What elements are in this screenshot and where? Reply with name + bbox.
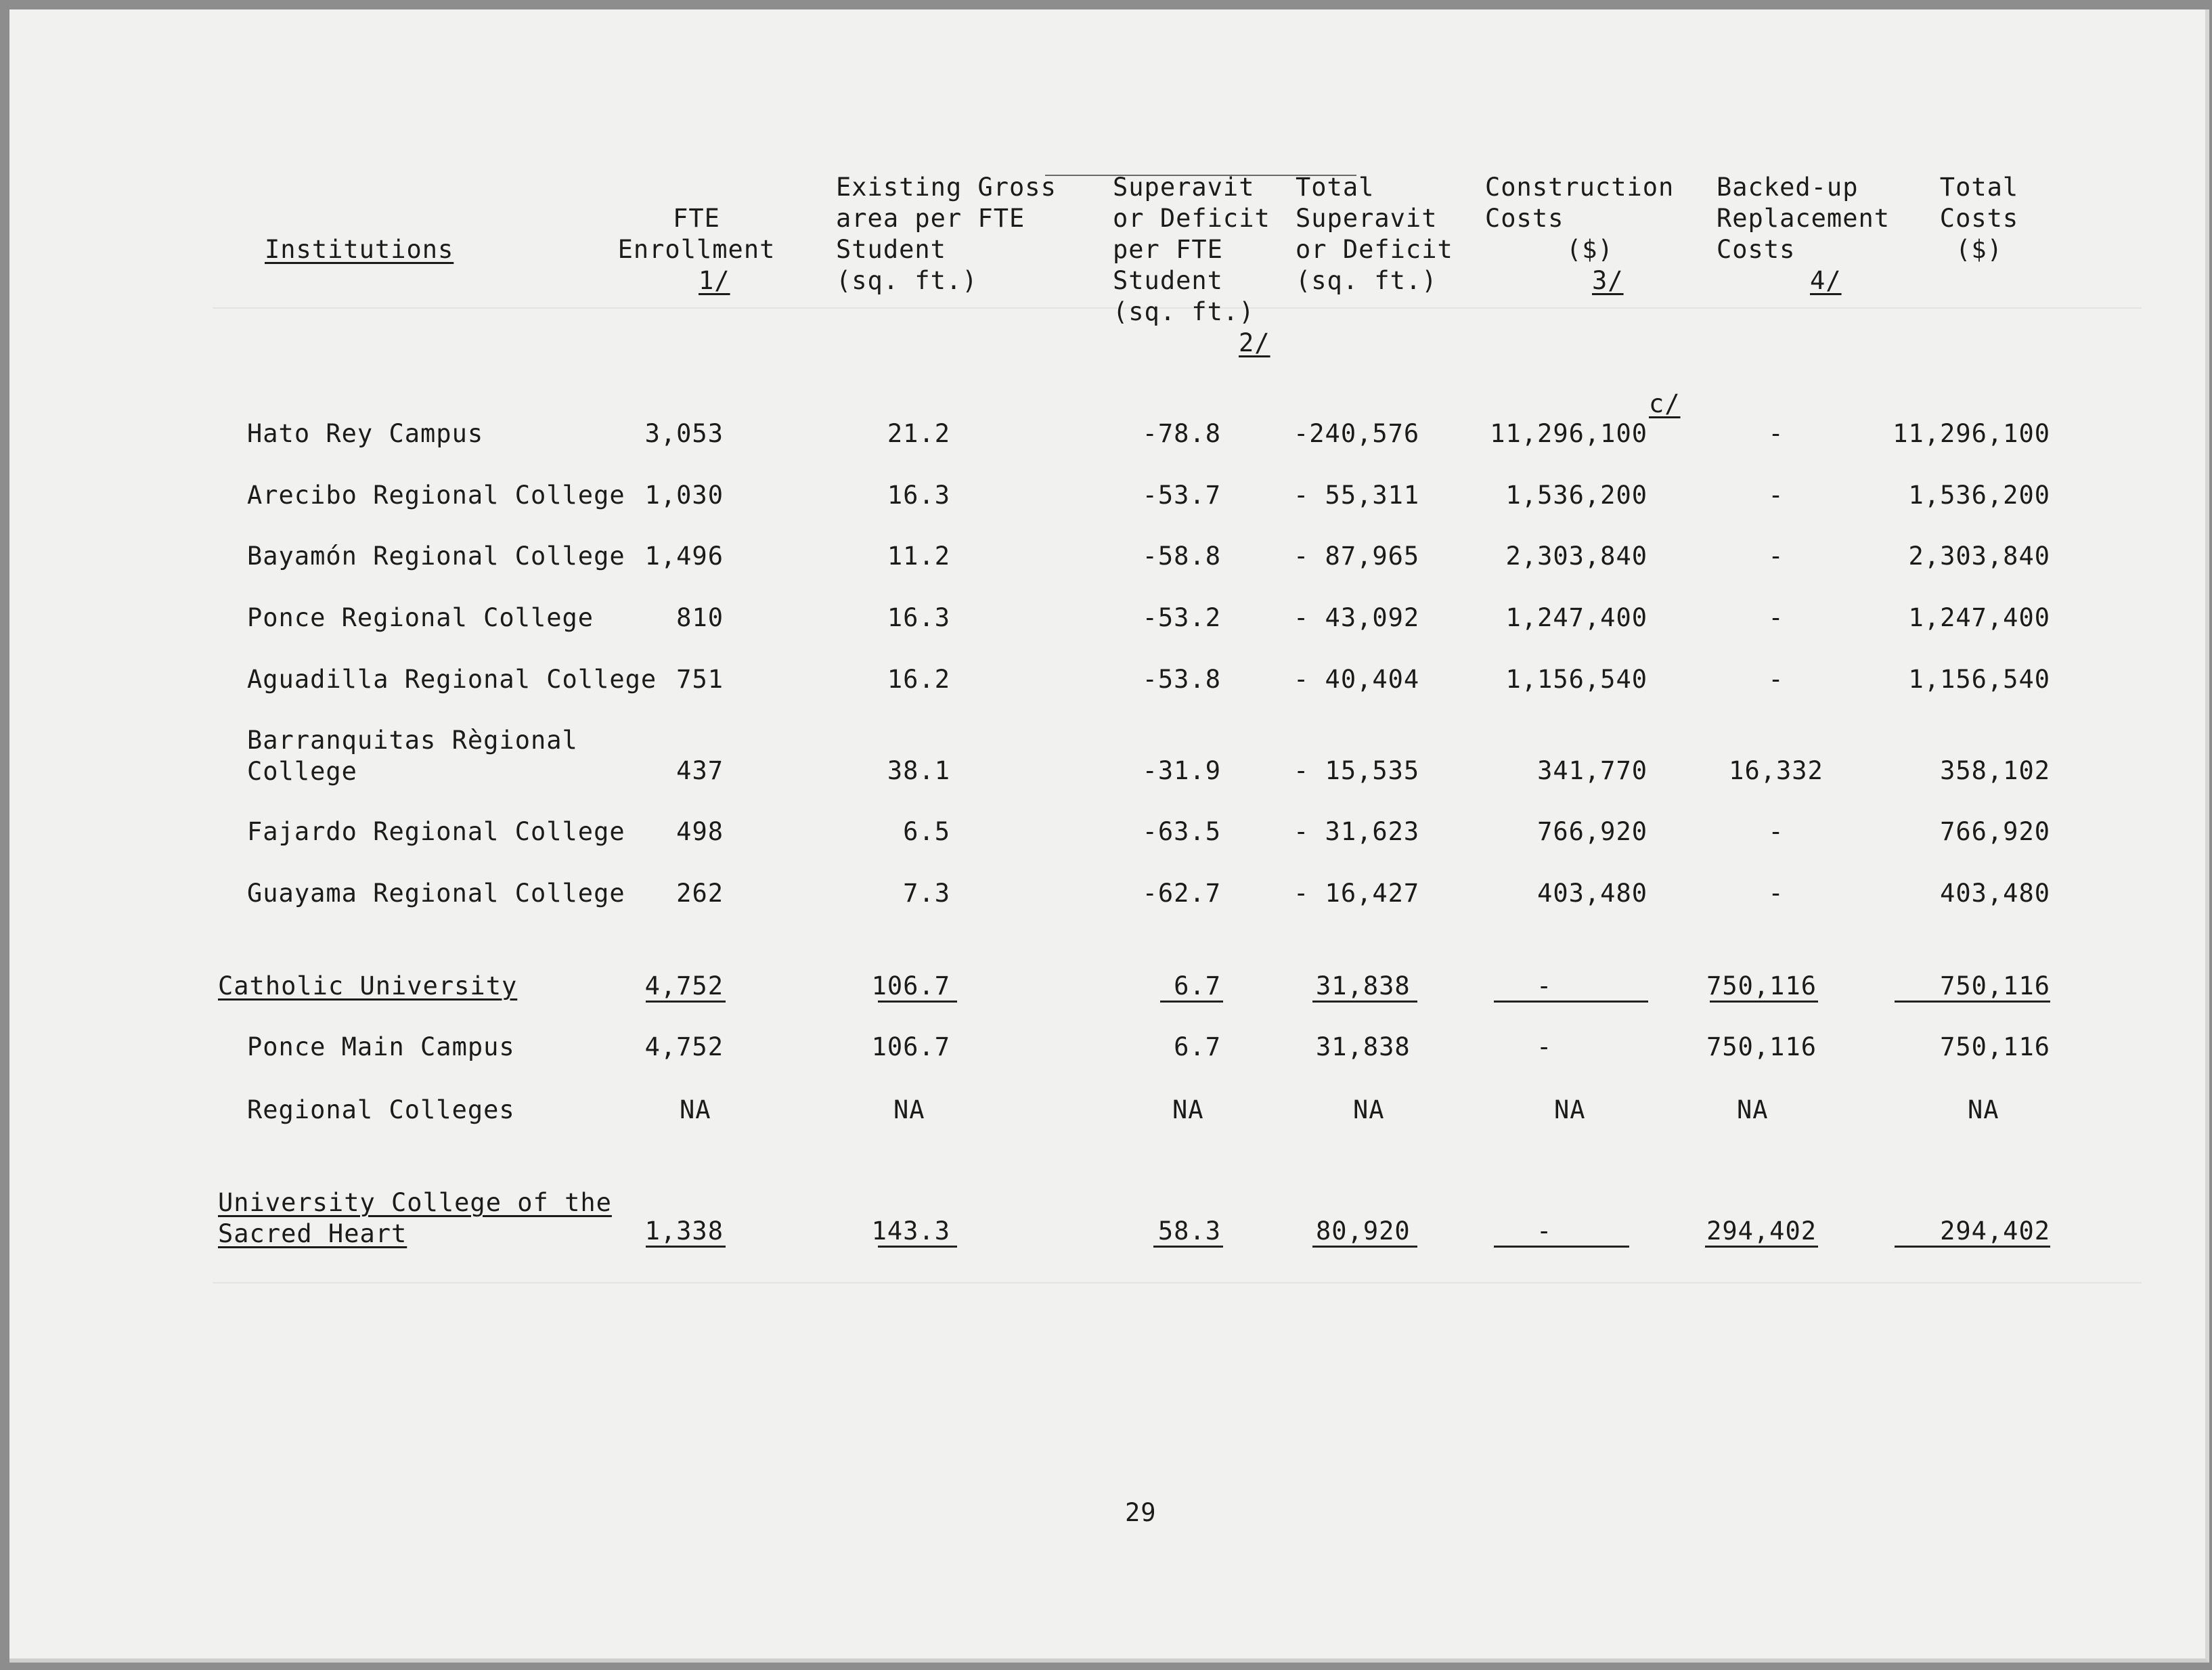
cell-backed-up-costs: - <box>1768 665 1784 694</box>
cell-total-costs: 1,536,200 <box>1908 481 2050 510</box>
underline-fte <box>646 1246 726 1248</box>
header-backed-up-costs: Backed-up Replacement Costs <box>1717 173 1890 264</box>
cell-backed-up-costs: 750,116 <box>1706 1032 1817 1061</box>
cell-total-superavit: 31,838 <box>1316 1032 1411 1061</box>
header-existing-area: Existing Gross area per FTE Student (sq. ft.) <box>836 173 1057 295</box>
row-institution: Hato Rey Campus <box>247 419 484 448</box>
cell-superavit-per-fte: NA <box>1172 1095 1204 1124</box>
underline-fte <box>646 1001 726 1003</box>
cell-total-costs: 1,156,540 <box>1908 665 2050 694</box>
cell-superavit-per-fte: -63.5 <box>1142 817 1221 846</box>
header-institutions: Institutions <box>265 235 454 264</box>
header-superavit-footnote: 2/ <box>1239 328 1270 357</box>
row-institution: Bayamón Regional College <box>247 542 625 571</box>
cell-construction-costs: 1,536,200 <box>1505 481 1647 510</box>
cell-backed-up-costs: - <box>1768 879 1784 908</box>
cell-superavit-per-fte: -31.9 <box>1142 756 1221 785</box>
header-total-superavit: Total Superavit or Deficit (sq. ft.) <box>1296 173 1453 295</box>
row-institution: Ponce Regional College <box>247 603 594 632</box>
cell-fte-enrollment: 3,053 <box>644 419 724 448</box>
cell-backed-up-costs: - <box>1768 419 1784 448</box>
cell-backed-up-costs: 294,402 <box>1706 1216 1817 1246</box>
cell-fte-enrollment: 1,030 <box>644 481 724 510</box>
cell-total-superavit: - 16,427 <box>1293 879 1420 908</box>
row-institution: Barranquitas Règional College <box>247 726 578 786</box>
cell-total-superavit: - 15,535 <box>1293 756 1420 785</box>
cell-fte-enrollment: 498 <box>676 817 724 846</box>
cell-existing-area: 106.7 <box>871 971 950 1001</box>
row-institution: Aguadilla Regional College <box>247 665 657 694</box>
cell-superavit-per-fte: 6.7 <box>1174 1032 1221 1061</box>
cell-fte-enrollment: NA <box>680 1095 711 1124</box>
header-construction-footnote: 3/ <box>1592 266 1624 295</box>
cell-fte-enrollment: 437 <box>676 756 724 785</box>
underline-area <box>878 1246 957 1248</box>
cell-backed-up-costs: - <box>1768 481 1784 510</box>
cell-backed-up-costs: - <box>1768 817 1784 846</box>
cell-existing-area: 6.5 <box>903 817 950 846</box>
cell-existing-area: 16.2 <box>887 665 950 694</box>
cell-superavit-per-fte: 58.3 <box>1157 1216 1221 1246</box>
cell-construction-costs: 403,480 <box>1537 879 1647 908</box>
cell-total-superavit: 80,920 <box>1316 1216 1411 1246</box>
cell-existing-area: NA <box>893 1095 925 1124</box>
cell-superavit-per-fte: -58.8 <box>1142 542 1221 571</box>
row-institution: University College of the Sacred Heart <box>218 1188 612 1248</box>
cell-existing-area: 38.1 <box>887 756 950 785</box>
cell-total-superavit: -240,576 <box>1293 419 1420 448</box>
cell-total-superavit: - 55,311 <box>1293 481 1420 510</box>
page-number: 29 <box>1125 1498 1157 1527</box>
cell-total-costs: 2,303,840 <box>1908 542 2050 571</box>
cell-fte-enrollment: 1,338 <box>644 1216 724 1246</box>
cell-existing-area: 16.3 <box>887 603 950 632</box>
cell-total-superavit: NA <box>1353 1095 1385 1124</box>
cell-backed-up-costs: - <box>1768 603 1784 632</box>
cell-construction-costs: NA <box>1554 1095 1586 1124</box>
cell-backed-up-costs: 750,116 <box>1706 971 1817 1001</box>
header-total-costs: Total Costs <box>1939 173 2019 233</box>
cell-construction-costs: 766,920 <box>1537 817 1647 846</box>
header-construction-unit: ($) <box>1566 235 1614 264</box>
underline-backed <box>1710 1001 1818 1003</box>
cell-construction-costs: 11,296,100 <box>1490 419 1647 448</box>
cell-fte-enrollment: 4,752 <box>644 1032 724 1061</box>
bleed-through-line <box>213 1282 2142 1283</box>
row-institution: Catholic University <box>218 971 518 1001</box>
cell-construction-costs: - <box>1536 1032 1553 1061</box>
cell-backed-up-costs: NA <box>1737 1095 1769 1124</box>
underline-backed <box>1705 1246 1818 1248</box>
header-construction-costs: Construction Costs <box>1485 173 1675 233</box>
row-institution: Ponce Main Campus <box>247 1032 515 1061</box>
underline-construction <box>1494 1246 1629 1248</box>
cell-total-costs: 1,247,400 <box>1908 603 2050 632</box>
cell-superavit-per-fte: -53.8 <box>1142 665 1221 694</box>
cell-fte-enrollment: 262 <box>676 879 724 908</box>
cell-construction-costs: 2,303,840 <box>1505 542 1647 571</box>
row-institution: Guayama Regional College <box>247 879 625 908</box>
cell-total-costs: 403,480 <box>1940 879 2050 908</box>
cell-existing-area: 143.3 <box>871 1216 950 1246</box>
cell-total-costs: 11,296,100 <box>1893 419 2050 448</box>
cell-fte-enrollment: 1,496 <box>644 542 724 571</box>
header-superavit-per-fte: Superavit or Deficit per FTE Student (sq. ft.) <box>1113 173 1270 326</box>
cell-construction-costs: - <box>1536 971 1553 1001</box>
document-page <box>9 9 2209 1663</box>
cell-total-superavit: - 31,623 <box>1293 817 1420 846</box>
cell-superavit-per-fte: -78.8 <box>1142 419 1221 448</box>
cell-superavit-per-fte: 6.7 <box>1174 971 1221 1001</box>
cell-construction-costs: 1,247,400 <box>1505 603 1647 632</box>
cell-total-superavit: - 87,965 <box>1293 542 1420 571</box>
cell-existing-area: 11.2 <box>887 542 950 571</box>
cell-construction-costs: 1,156,540 <box>1505 665 1647 694</box>
cell-total-costs: 358,102 <box>1940 756 2050 785</box>
row-institution: Arecibo Regional College <box>247 481 625 510</box>
header-fte-footnote: 1/ <box>699 266 730 295</box>
underline-construction <box>1494 1001 1648 1003</box>
cell-total-costs: 294,402 <box>1940 1216 2050 1246</box>
cell-total-costs: 750,116 <box>1940 1032 2050 1061</box>
cell-total-superavit: - 40,404 <box>1293 665 1420 694</box>
cell-total-costs: 766,920 <box>1940 817 2050 846</box>
cell-fte-enrollment: 4,752 <box>644 971 724 1001</box>
underline-total-costs <box>1895 1246 2050 1248</box>
underline-per <box>1160 1001 1223 1003</box>
cell-backed-up-costs: - <box>1768 542 1784 571</box>
underline-per <box>1153 1246 1223 1248</box>
cell-total-costs: NA <box>1968 1095 1999 1124</box>
cell-superavit-per-fte: -53.2 <box>1142 603 1221 632</box>
cell-existing-area: 21.2 <box>887 419 950 448</box>
header-fte-enrollment: FTE Enrollment <box>617 204 776 264</box>
underline-total-costs <box>1895 1001 2050 1003</box>
cell-existing-area: 7.3 <box>903 879 950 908</box>
cell-construction-costs: 341,770 <box>1537 756 1647 785</box>
cell-total-costs: 750,116 <box>1940 971 2050 1001</box>
cell-existing-area: 16.3 <box>887 481 950 510</box>
cell-superavit-per-fte: -62.7 <box>1142 879 1221 908</box>
header-total-costs-unit: ($) <box>1955 235 2003 264</box>
cell-fte-enrollment: 810 <box>676 603 724 632</box>
cell-fte-enrollment: 751 <box>676 665 724 694</box>
cell-total-superavit: 31,838 <box>1316 971 1411 1001</box>
underline-total <box>1312 1001 1417 1003</box>
cell-superavit-per-fte: -53.7 <box>1142 481 1221 510</box>
row-institution: Fajardo Regional College <box>247 817 625 846</box>
row-institution: Regional Colleges <box>247 1095 515 1124</box>
cell-existing-area: 106.7 <box>871 1032 950 1061</box>
underline-total <box>1312 1246 1417 1248</box>
footnote-c-marker: c/ <box>1649 389 1681 418</box>
underline-area <box>878 1001 957 1003</box>
cell-backed-up-costs: 16,332 <box>1729 756 1823 785</box>
cell-total-superavit: - 43,092 <box>1293 603 1420 632</box>
header-backed-up-footnote: 4/ <box>1810 266 1842 295</box>
cell-construction-costs: - <box>1536 1216 1553 1246</box>
